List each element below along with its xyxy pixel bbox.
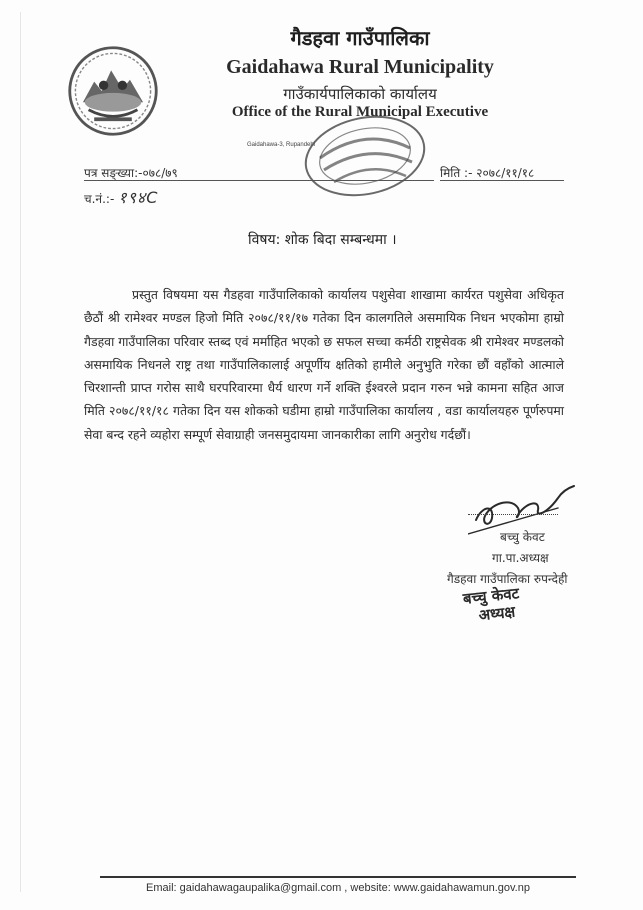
letter-date: मिति :- २०७८/११/१८	[440, 166, 535, 180]
stamp-name: बच्चु केवट	[462, 584, 520, 608]
signatory-rubber-stamp	[462, 584, 522, 626]
office-seal-stamp	[290, 112, 440, 198]
signatory-organization: गैडहवा गाउँपालिका रुपन्देही	[447, 572, 568, 586]
stamp-post: अध्यक्ष	[477, 602, 517, 625]
footer-contact: Email: gaidahawagaupalika@gmail.com , website: www.gaidahawamun.gov.np	[146, 882, 530, 894]
dispatch-number: १९४C	[118, 188, 159, 207]
municipality-name-english: Gaidahawa Rural Municipality	[226, 56, 494, 78]
signature-line	[468, 514, 558, 515]
signatory-name: बच्चु केवट	[500, 530, 545, 544]
letter-subject: विषय: शोक बिदा सम्बन्धमा ।	[248, 232, 397, 248]
letter-body: प्रस्तुत विषयमा यस गैडहवा गाउँपालिकाको कार्यालय पशुसेवा शाखामा कार्यरत पशुसेवा अधिकृत छैठौं श्री रामेश्वर मण्डल हिजो मिति २०७८/११/१७ गतेका दिन कालगतिले असमायिक निधन भएकोमा हाम्रो गैडहवा गाउँपालिका परिवार स्तब्द एवं मर्माहित भएको छ सफल सच्चा कर्मठी राष्ट्रसेवक श्री रामेश्वर मण्डलको असमायिक निधनले राष्ट्र तथा गाउँपालिकालाई अपूर्णीय क्षतिको हामीले अनुभुति गरेका छौं वहाँको आत्माले चिरशान्ती प्राप्त गरोस साथै घरपरिवारमा धैर्य धारण गर्ने शक्ति ईश्वरले प्रदान गरुन भन्ने कामना सहित आज मिति २०७८/११/१८ गतेका दिन यस शोकको घडीमा हाम्रो गाउँपालिका कार्यालय , वडा कार्यालयहरु पूर्णरुपमा सेवा बन्द रहने व्यहोरा सम्पूर्ण सेवाग्राही जनसमुदायमा जानकारीका लागि अनुरोध गर्दछौं।	[84, 287, 564, 442]
letter-number: पत्र सङ्ख्या:-०७८/७९	[84, 166, 178, 180]
header-rule-right	[440, 180, 564, 181]
dispatch-label: च.नं.:-	[84, 192, 115, 206]
footer-rule	[100, 876, 576, 878]
header-rule-left	[84, 180, 434, 181]
dispatch-number-line	[84, 186, 158, 208]
municipality-name-nepali: गैडहवा गाउँपालिका	[290, 26, 430, 50]
page-edge	[20, 12, 21, 892]
office-name-english: Office of the Rural Municipal Executive	[231, 104, 489, 120]
office-name-nepali: गाउँकार्यपालिकाको कार्यालय	[283, 85, 437, 103]
signatory-post: गा.पा.अध्यक्ष	[492, 551, 549, 565]
office-address: Gaidahawa-3, Rupandehi	[247, 142, 316, 148]
